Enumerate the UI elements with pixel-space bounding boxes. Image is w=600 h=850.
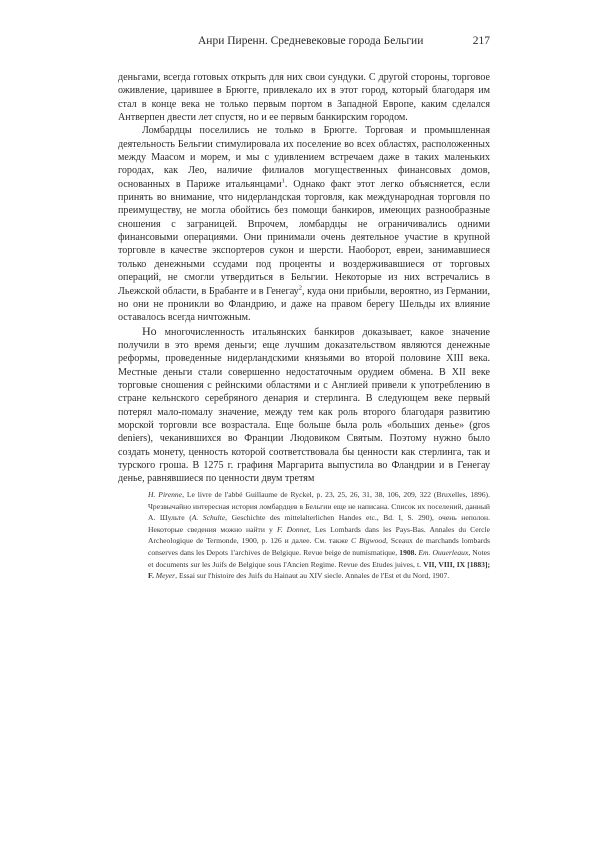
footnote-text: , Sceaux de marchands lombards conserves dans les Depots 1'archives de Belgique. Revue beige de numismatique, [148,536,490,557]
footnote-year: 1908. [399,547,417,557]
running-header [118,35,490,51]
paragraph-2-part-b: . Однако факт этот легко объясняется, если принять во внимание, что нидерландская торговля, как международная торговля по преимуществу, не могла обойтись без помощи банкиров, имеющих разнообразные сношения с заграницей. Впрочем, ломбардцы не ограничивались одними финансовыми операциями. Они принимали очень деятельное участие в крупной торговле в качестве экспортеров сукон и шерсти. Наоборот, евреи, занимавшиеся только денежными ссудами под проценты и воздерживавшиеся от торговых операций, не смогли утвердиться в Бельгии. Некоторые из них встречались в Льежской области, в Брабанте и в Генегау [118,178,490,297]
main-text [118,71,490,486]
footnote-author: A. Schulte [191,513,226,523]
footnote-volumes: VII, VIII, IX [1883]; F. [148,559,491,581]
paragraph-2 [118,124,490,324]
paragraph-3 [118,325,490,486]
footnote-text: , Les Lombards dans les Pays-Bas. Annales du Cercle Archeologique de Termonde, 1900, p. 126 и далее. См. также [148,524,490,546]
footnote-author: Em. Ouuerleaux [416,547,469,557]
footnote-author: H. Pirenne [148,490,183,499]
footnote-text: , Le livre de l'abbé Guillaume de Ryckel, p. 23, 25, 26, 31, 38, 106, 209, 322 (Bruxelles, 1896). Чрезвычайно интересная история ломбардцев в Бельгии еще не написана. Список их поселений, данный А. Шульте ( [148,490,490,523]
paragraph-3-first-word: Но [142,323,157,338]
footnote-text: , Essai sur l'histoire des Juifs du Hainaut au XIV siecle. Annales de l'Est et du Nord, 1907. [175,571,450,581]
footnotes [148,489,490,582]
footnote-author: Meyer [153,571,176,581]
running-title: Анри Пиренн. Средневековые города Бельгии [198,35,424,47]
paragraph-3-text: многочисленность итальянских банкиров доказывает, какое значение получили в это время деньги; еще лучшим доказательством являются денежные реформы, проведенные нидерландскими князьями во второй половине XIII века. Местные деньги стали совершенно недостаточным орудием обмена. В XII веке торговые сношения с рейнскими областями и с Англией привели к употреблению в стране кельнского серебряного денария и стерлинга. В следующем веке первый потерял мало-помалу значение, между тем как роль второго благодаря развитию морской торговли все возрастала. Еще больше была роль «больших денье» (gros deniers), чеканившихся во Франции Людовиком Святым. Поэтому нужно было создать монету, ценность которой соответствовала бы ценности как стерлинга, так и турского гроша. В 1275 г. графиня Маргарита выпустила во Фландрии и в Генегау денье, равнявшиеся по ценности двум третям [118,326,490,485]
footnote-text: , Geschichte des mittelalterlichen Handes etc., Bd. I, S. 290), очень неполон. Некоторые сведения можно найти у [148,513,491,534]
paragraph-2-part-c: , куда они прибыли, вероятно, из Германии, но они не проникли во Фландрию, и даже на правом берегу Шельды их влияние оставалось всегда ничтожным. [118,285,490,324]
footnote-ref-1[interactable]: 1 [281,177,285,185]
paragraph-1: деньгами, всегда готовых открыть для них свои сундуки. С другой стороны, торговое оживление, царившее в Брюгге, привлекало их в этот город, который благодаря им стал в конце века не только первым портом в Западной Европе, каким сделался Антверпен двести лет спустя, но и ее первым банкирским городом. [118,72,490,124]
footnote-ref-2[interactable]: 2 [298,284,302,292]
footnote-author: F. Donnet [276,524,309,534]
footnote-1 [148,489,490,582]
page-number: 217 [472,35,490,47]
footnote-author: C Bigwood [351,536,387,546]
paragraph-2-part-a: Ломбардцы поселились не только в Брюгге. Торговая и промышленная деятельность Бельгии стимулировала их поселение во всех областях, расположенных между Маасом и морем, и мы с удивлением встречаем даже в таких маленьких городах, как Лео, наличие филиалов могущественных финансовых домов, основанных в Париже итальянцами [118,125,490,190]
footnote-text: , Notes et documents sur les Juifs de Belgique sous l'Ancien Regime. Revue des Etudes juives, t. [148,547,491,569]
